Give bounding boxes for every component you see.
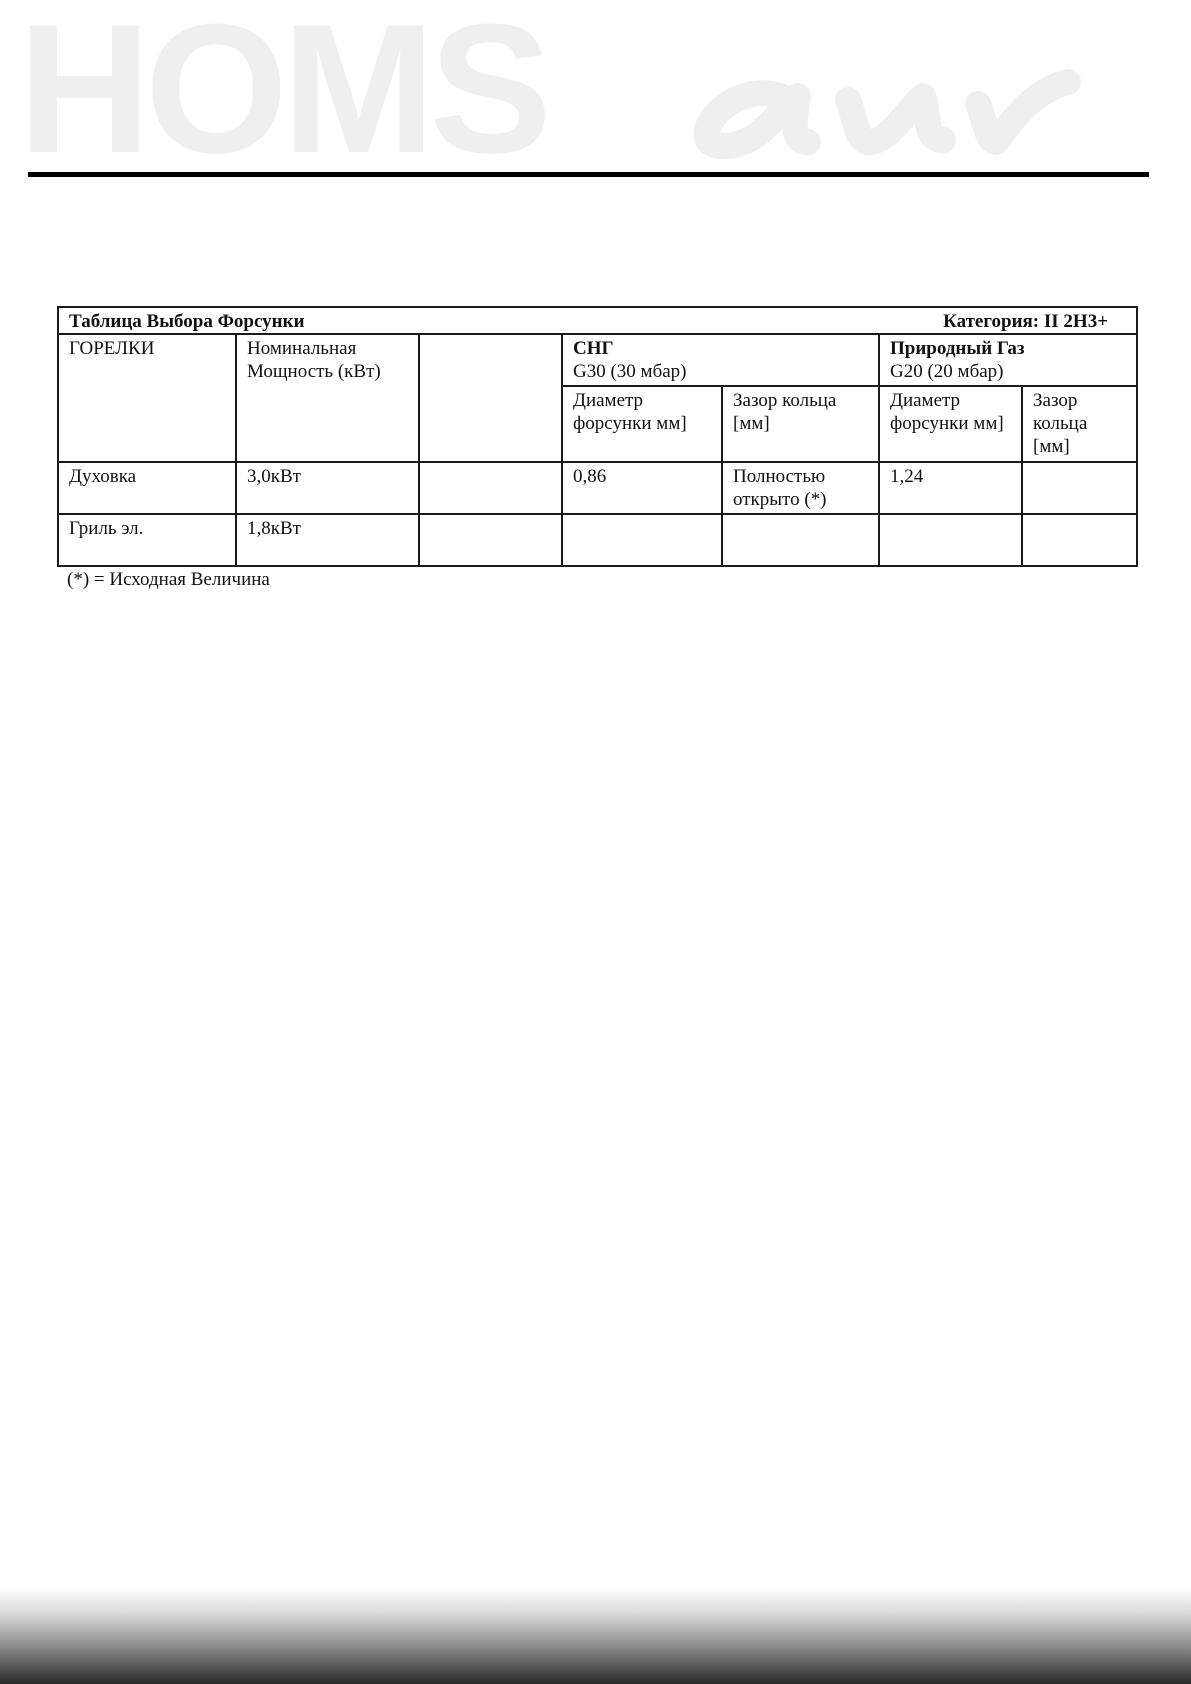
header-lpg-nozzle-diameter: Диаметр форсунки мм] — [562, 386, 722, 462]
header-ng-ring-gap: Зазор кольца [мм] — [1022, 386, 1137, 462]
header-lpg-gas: G30 (30 мбар) — [573, 361, 687, 382]
cell-lpg-diameter — [562, 514, 722, 566]
cell-ng-gap — [1022, 462, 1137, 514]
cell-burner: Гриль эл. — [58, 514, 236, 566]
cell-ng-diameter — [879, 514, 1022, 566]
cell-ng-gap — [1022, 514, 1137, 566]
table-row — [58, 462, 1137, 514]
cell-extra — [419, 462, 562, 514]
header-lpg-name: СНГ — [573, 338, 614, 359]
header-row-gas-types — [58, 334, 1137, 386]
table-title-cell — [58, 307, 1137, 334]
cell-ng-diameter: 1,24 — [879, 462, 1022, 514]
nozzle-selection-table — [57, 306, 1138, 567]
table-title: Таблица Выбора Форсунки — [69, 311, 305, 332]
table-row — [58, 514, 1137, 566]
header-natural-gas-name: Природный Газ — [890, 338, 1025, 359]
cell-lpg-gap: Полностью открыто (*) — [722, 462, 879, 514]
cell-power: 3,0кВт — [236, 462, 419, 514]
table-category: Категория: II 2H3+ — [943, 311, 1109, 332]
footer-gradient-band — [0, 1588, 1191, 1684]
cell-power: 1,8кВт — [236, 514, 419, 566]
logo-script-air — [706, 82, 1068, 146]
cell-burner: Духовка — [58, 462, 236, 514]
brand-logo — [18, 12, 1168, 162]
header-lpg-ring-gap: Зазор кольца [мм] — [722, 386, 879, 462]
footnote: (*) = Исходная Величина — [67, 569, 270, 590]
header-empty — [419, 334, 562, 462]
nozzle-table-wrapper — [57, 306, 1136, 567]
cell-lpg-diameter: 0,86 — [562, 462, 722, 514]
header-natural-gas-gas: G20 (20 мбар) — [890, 361, 1004, 382]
header-ng-nozzle-diameter: Диаметр форсунки мм] — [879, 386, 1022, 462]
cell-extra — [419, 514, 562, 566]
header-natural-gas — [879, 334, 1137, 386]
header-lpg — [562, 334, 879, 386]
table-title-row — [58, 307, 1137, 334]
logo-main-text: HOMS — [18, 12, 546, 162]
cell-lpg-gap — [722, 514, 879, 566]
header-burners: ГОРЕЛКИ — [58, 334, 236, 462]
header-rule — [28, 172, 1149, 177]
header-nominal-power: Номинальная Мощность (кВт) — [236, 334, 419, 462]
